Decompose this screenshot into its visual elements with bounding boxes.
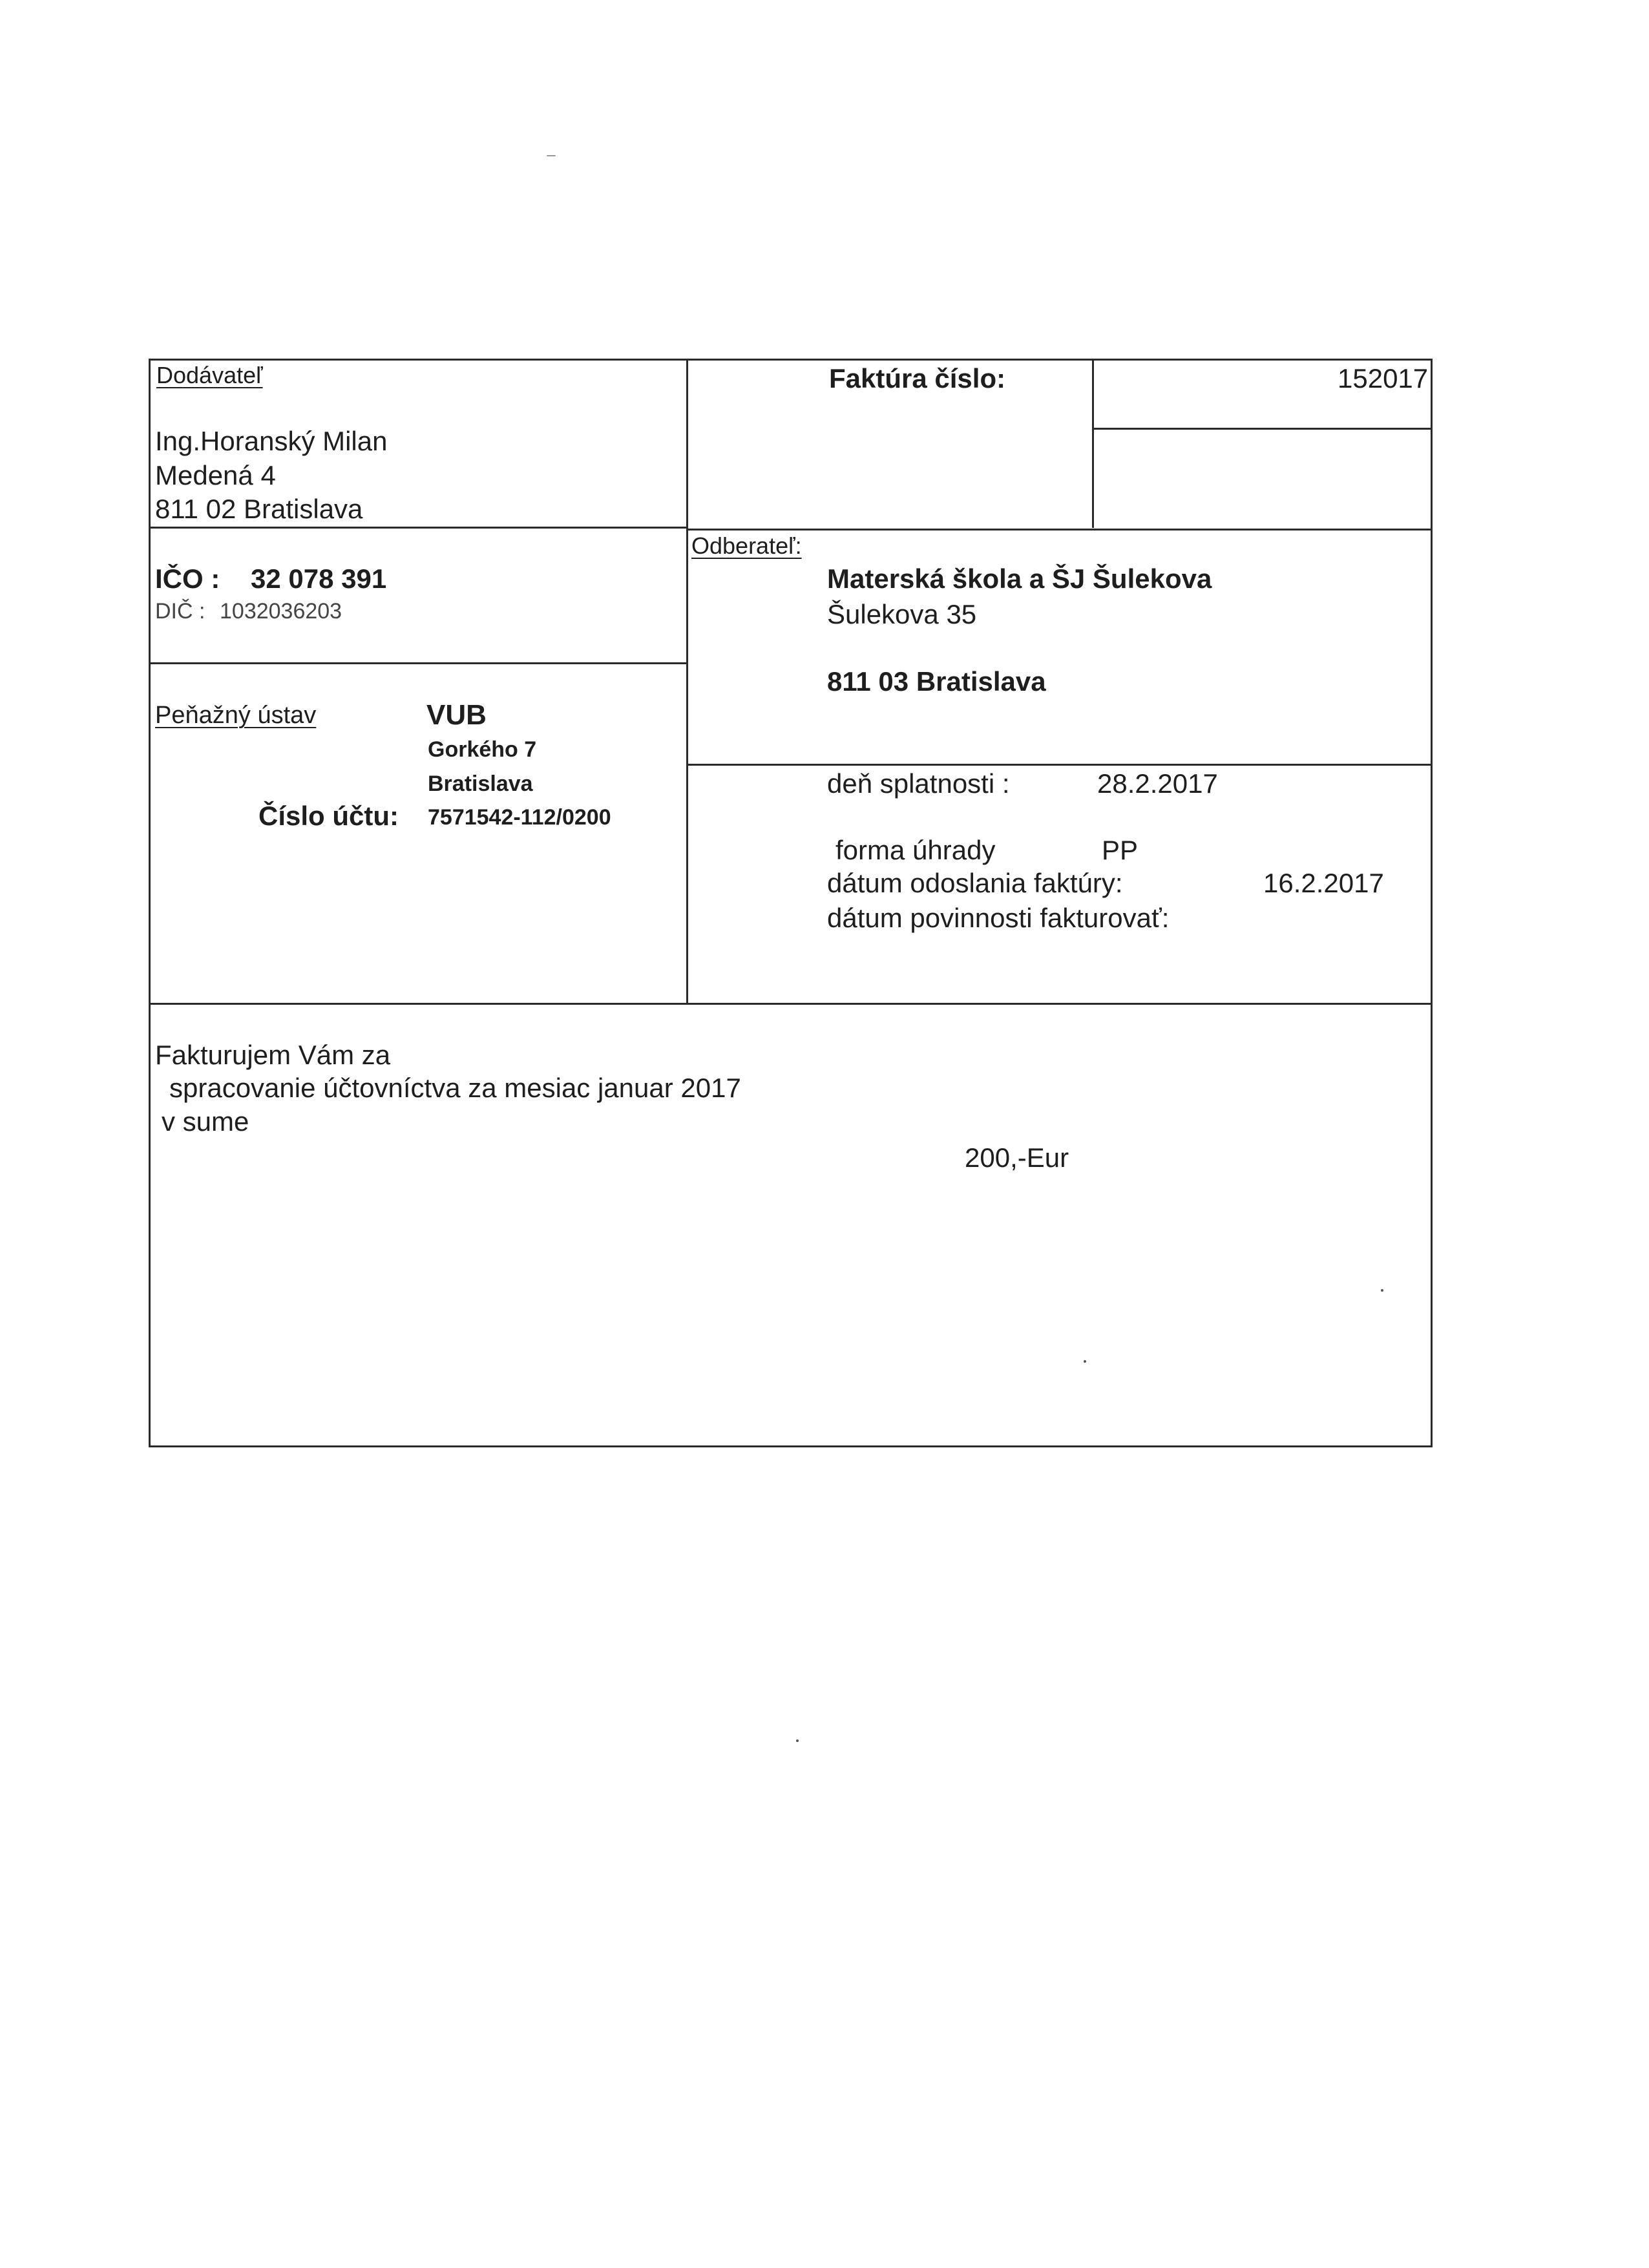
supplier-address-divider	[149, 527, 688, 529]
header-section-divider	[149, 1003, 1433, 1005]
body-service-line: spracovanie účtovníctva za mesiac januar 2017	[169, 1073, 741, 1103]
scan-speck	[1381, 1289, 1383, 1292]
invoicing-obligation-date-label: dátum povinnosti fakturovať:	[827, 903, 1170, 933]
customer-city: 811 03 Bratislava	[827, 666, 1046, 697]
supplier-ico-value: 32 078 391	[251, 563, 387, 594]
payment-method-value: PP	[1102, 835, 1139, 865]
due-date-value: 28.2.2017	[1097, 768, 1218, 799]
frame-left-border	[149, 359, 151, 1447]
supplier-dic-value: 1032036203	[220, 599, 342, 624]
bank-city: Bratislava	[428, 772, 533, 796]
supplier-ico-label: IČO :	[155, 563, 220, 594]
scan-speck	[796, 1739, 799, 1742]
scan-speck	[1084, 1360, 1086, 1363]
invoice-number-label: Faktúra číslo:	[829, 363, 1006, 394]
invoice-number-box-mid	[1092, 428, 1433, 430]
supplier-bank-divider	[149, 662, 688, 664]
invoice-number-box-left	[1092, 359, 1094, 528]
frame-top-border	[149, 359, 1433, 361]
customer-payment-divider	[686, 764, 1433, 766]
supplier-dic-label: DIČ :	[155, 599, 205, 624]
scan-speck	[547, 155, 556, 156]
customer-heading: Odberateľ:	[691, 532, 802, 559]
payment-method-label: forma úhrady	[835, 835, 996, 865]
customer-name: Materská škola a ŠJ Šulekova	[827, 563, 1212, 594]
invoice-amount: 200,-Eur	[965, 1142, 1069, 1173]
body-intro-line: Fakturujem Vám za	[155, 1040, 391, 1070]
supplier-city: 811 02 Bratislava	[155, 494, 363, 524]
supplier-heading: Dodávateľ	[156, 362, 263, 388]
invoice-number-value: 152017	[1338, 363, 1429, 394]
bank-account-label: Číslo účtu:	[258, 801, 399, 831]
bank-name: VUB	[426, 699, 487, 731]
frame-right-border	[1431, 359, 1433, 1447]
bank-account-value: 7571542-112/0200	[428, 805, 611, 830]
invoice-sent-date-value: 16.2.2017	[1263, 868, 1384, 898]
supplier-name: Ing.Horanský Milan	[155, 426, 388, 456]
due-date-label: deň splatnosti :	[827, 768, 1010, 799]
body-amount-line: v sume	[162, 1106, 249, 1137]
supplier-street: Medená 4	[155, 460, 276, 490]
frame-bottom-border	[149, 1445, 1433, 1447]
bank-street: Gorkého 7	[428, 737, 537, 762]
customer-street: Šulekova 35	[827, 599, 977, 629]
invoice-sent-date-label: dátum odoslania faktúry:	[827, 868, 1123, 898]
invoice-number-box-bottom	[686, 529, 1433, 530]
bank-heading: Peňažný ústav	[155, 702, 317, 729]
frame-middle-divider	[686, 359, 688, 1005]
